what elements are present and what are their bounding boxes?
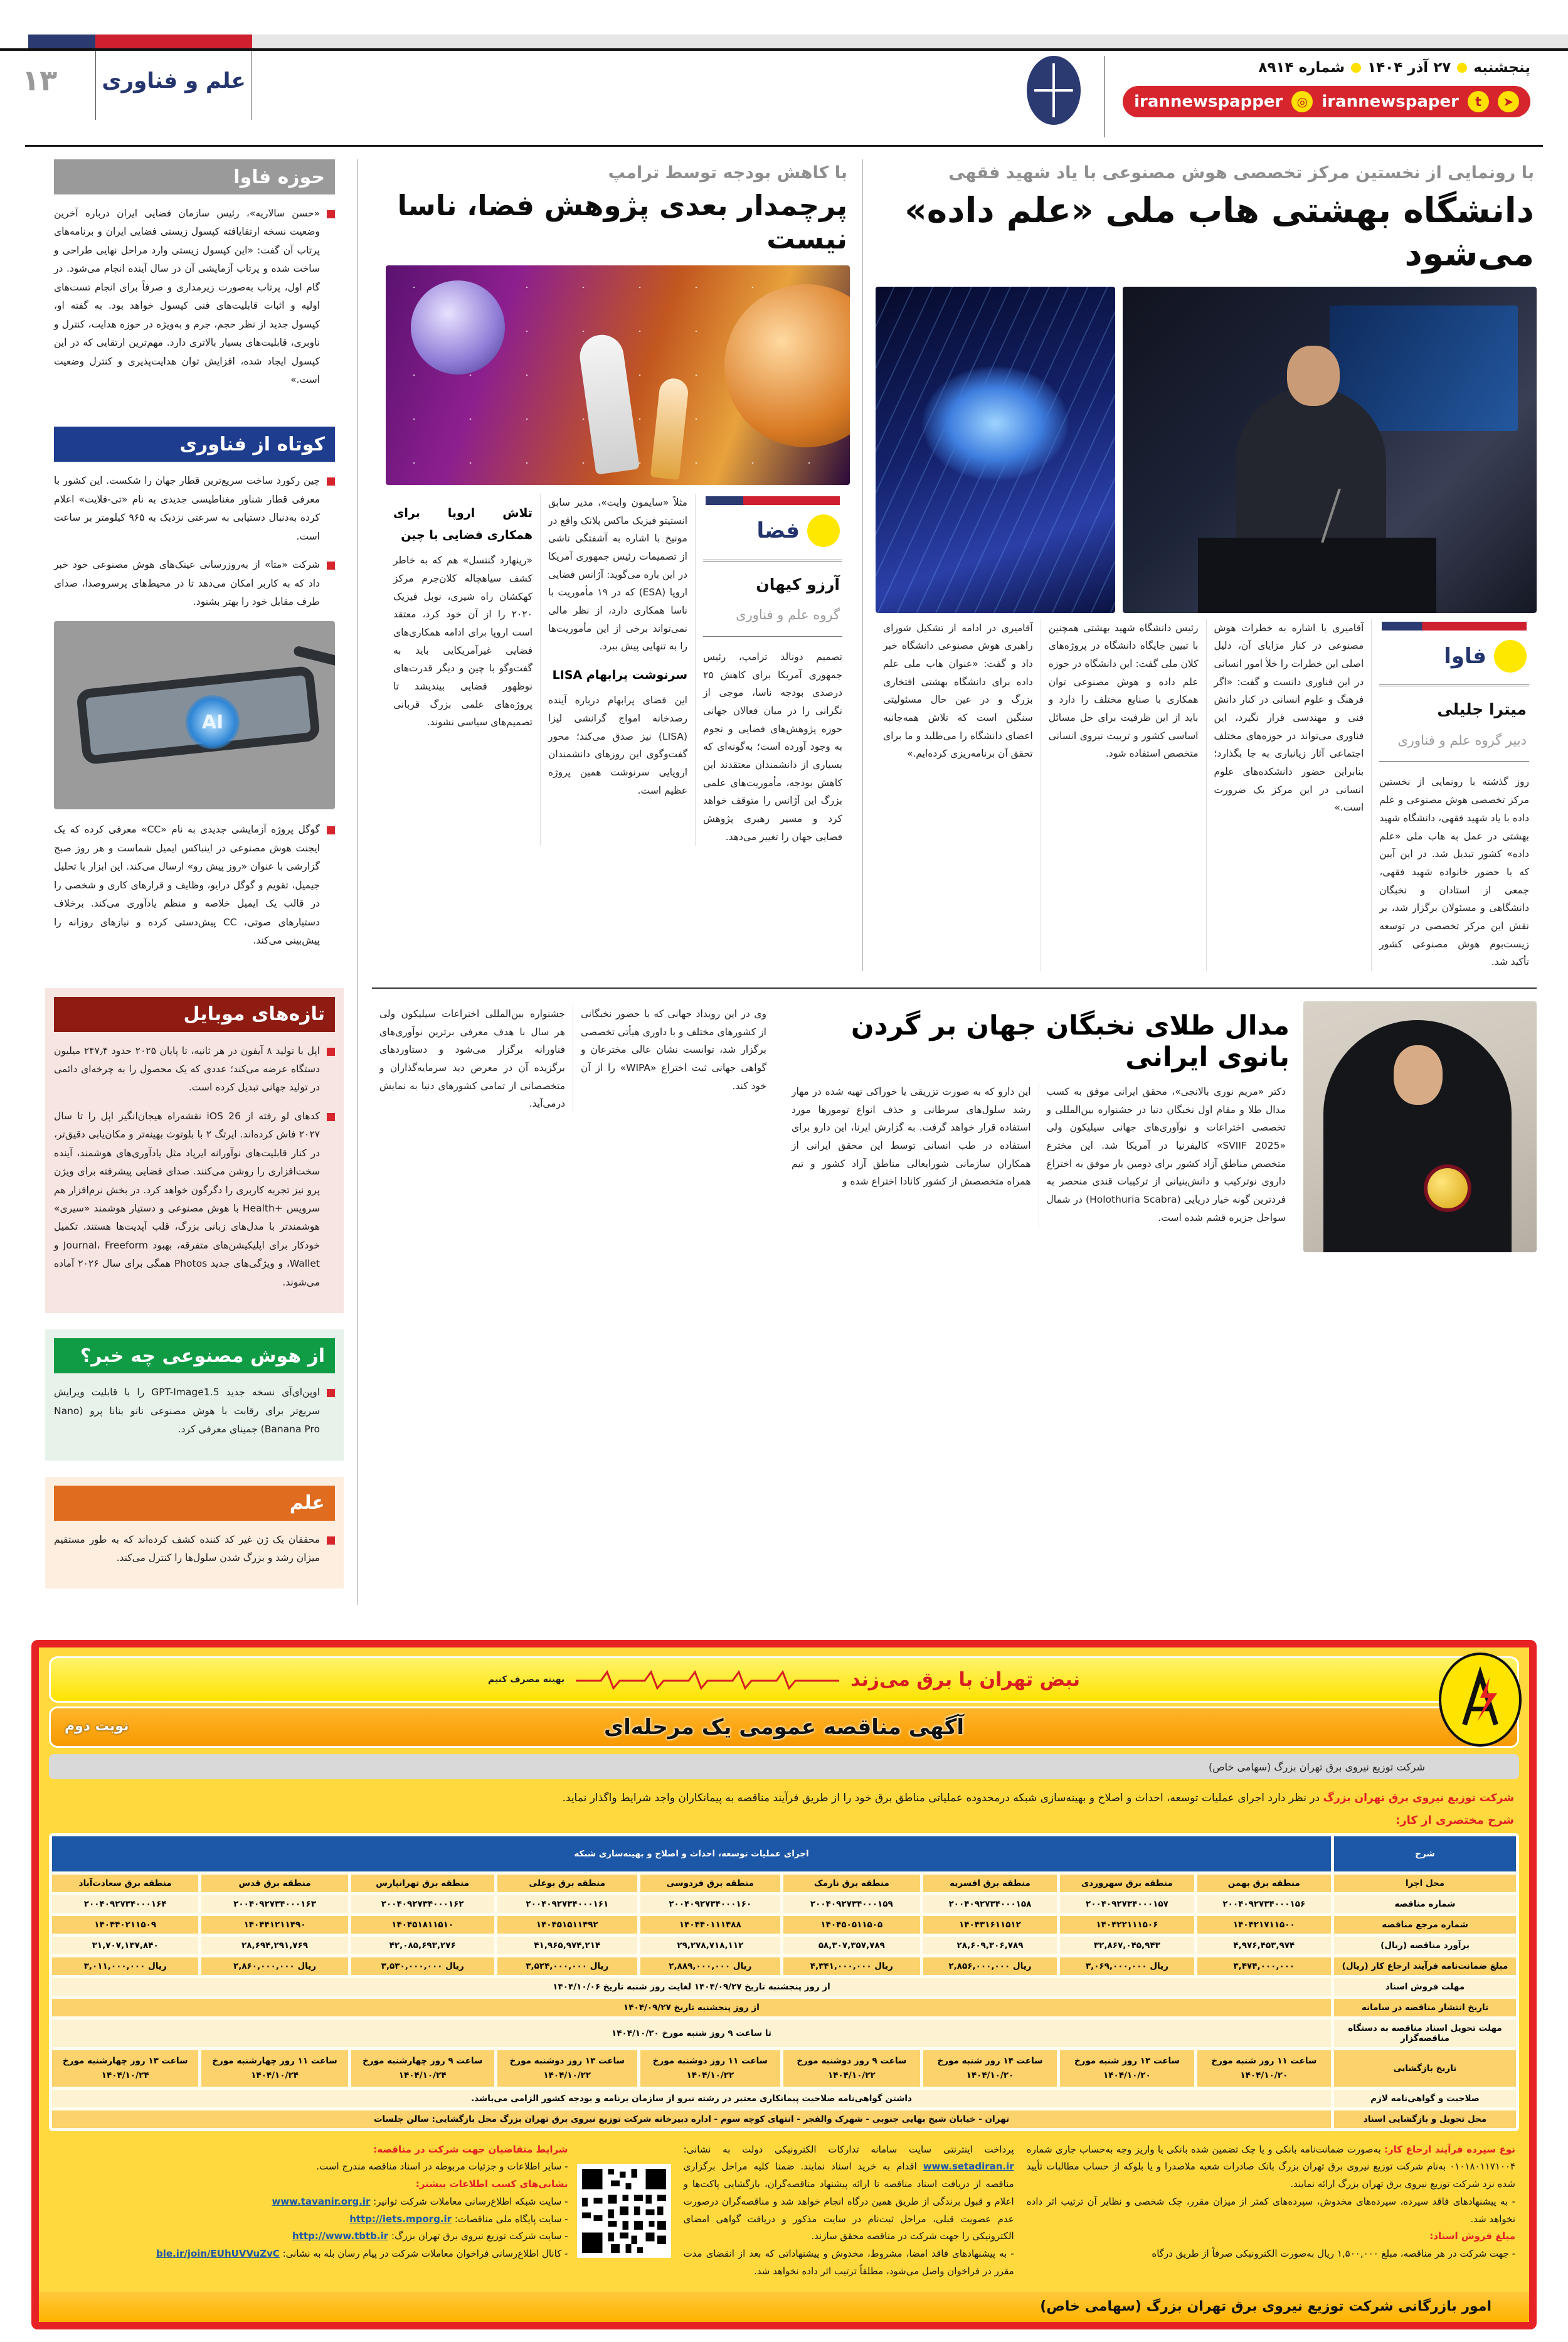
sidebar-item: اوپن‌ای‌آی نسخه جدید GPT-Image1.5 را با قابلیت ویرایش سریع‌تر برای رقابت با هوش مصنوعی نانو بنانا پرو (Nano Banana Pro) جمینای معرفی کرد. xyxy=(54,1383,335,1439)
sidebar-item: اپل با تولید ۸ آیفون در هر ثانیه، تا پایان ۲۰۲۵ حدود ۲۴۷٫۴ میلیون دستگاه عرضه می‌کند؛ عددی که یک محصول را به چرخه‌ای دائمی در تولید جهانی تبدیل کرده است. xyxy=(54,1042,335,1097)
info-link-row xyxy=(156,2193,568,2211)
lead-body-text: رئیس دانشگاه شهید بهشتی همچنین با تبیین جایگاه دانشگاه در پروژه‌های کلان ملی گفت: این دانشگاه در حوزه علم داده و هوش مصنوعی توان همکاری با صنایع مختلف را دارد و باید از این ظرفیت برای حل مسائل اساسی کشور و تربیت نیروی انسانی متخصص استفاده شود. xyxy=(1048,622,1199,760)
section-title: علم و فناوری xyxy=(102,68,246,93)
lead-column-4 xyxy=(876,619,1041,971)
space-subhead-china: تلاش اروپا برای همکاری فضایی با چین xyxy=(393,506,532,543)
ad-bottom-col-deposit xyxy=(1027,2141,1515,2281)
ad-title: آگهی مناقصه عمومی یک مرحله‌ای xyxy=(603,1715,965,1740)
byline-block xyxy=(1379,684,1529,762)
date-value: ۲۷ آذر ۱۴۰۴ xyxy=(1367,60,1451,76)
guarantee-cell: ۲,۸۸۹,۰۰۰,۰۰۰ ریال xyxy=(640,1957,780,1975)
medal-headline: مدال طلای نخبگان جهان بر گردن بانوی ایرانی xyxy=(850,1009,1290,1073)
link-label: - کانال اطلاع‌رسانی فراخوان معاملات شرکت در پیام رسان بله به نشانی: xyxy=(282,2248,568,2260)
row-label: تاریخ بازگشایی xyxy=(1334,2050,1516,2087)
sidebar-box-mobile xyxy=(45,988,344,1314)
ref-number-cell: ۱۴۰۴۳۱۶۱۱۵۱۲ xyxy=(923,1916,1057,1934)
tender-number-cell: ۲۰۰۴۰۹۲۷۳۴۰۰۰۱۶۱ xyxy=(497,1895,637,1913)
table-row-tender-numbers xyxy=(52,1895,1516,1913)
lead-headline: دانشگاه بهشتی هاب ملی «علم داده» می‌شود xyxy=(904,190,1534,274)
ref-number-cell: ۱۴۰۴۵۱۸۱۱۵۱۰ xyxy=(351,1916,494,1934)
ref-number-cell: ۱۴۰۴۲۱۷۱۱۵۰۰ xyxy=(1197,1916,1331,1934)
qualification-cell: داشتن گواهی‌نامه صلاحیت پیمانکاری معتبر در رشته نیرو از سازمان برنامه و بودجه کشور الزامی می‌باشد. xyxy=(52,2090,1331,2107)
estimate-cell: ۵۸,۳۰۷,۳۵۷,۷۸۹ xyxy=(783,1937,920,1954)
sidebar-box-science-title: علم xyxy=(54,1486,335,1521)
bale-channel-link[interactable]: ble.ir/join/EUhUVVuZvC xyxy=(156,2248,280,2260)
ad-footer: امور بازرگانی شرکت توزیع نیروی برق تهران بزرگ (سهامی خاص) xyxy=(39,2292,1529,2322)
tender-number-cell: ۲۰۰۴۰۹۲۷۳۴۰۰۰۱۶۳ xyxy=(201,1895,347,1913)
portal-text-1: پرداخت اینترنتی سایت سامانه تدارکات الکترونیکی دولت به نشانی: xyxy=(683,2143,1014,2155)
guarantee-cell: ۴,۳۴۱,۰۰۰,۰۰۰ ریال xyxy=(783,1957,920,1975)
medal-body-text: این دارو که به صورت تزریقی یا خوراکی تهیه شده در مهار رشد سلول‌های سرطانی و حذف انواع تومورها مورد استفاده قرار خواهد گرفت. به گزارش ایرنا، این دارو برای استفاده در طب انسانی توسط این محقق ایرانی از همکاران سازمانی شورایعالی مناطق آزاد کشور و تیم همراه متخصصش از کشور کانادا اختراع شده و xyxy=(792,1085,1031,1188)
table-row-guarantees xyxy=(52,1957,1516,1975)
ref-number-cell: ۱۴۰۴۵۰۵۱۱۵۰۵ xyxy=(783,1916,920,1934)
space-column-2 xyxy=(540,494,695,846)
portal-text-2: اقدام به خرید اسناد نمایند. ضمنا کلیه مراحل برگزاری مناقصه از دریافت اسناد مناقصه تا ارائه پیشنهاد مناقصه‌گران، بازگشایی پاکت‌ها و اعلام و قبول برندگی از طریق همین درگاه انجام خواهد شد و مناقصه‌گران درصورت عدم عضویت قبلی، مراحل ثبت‌نام در سایت مذکور و دریافت گواهی امضای الکترونیکی را جهت شرکت در مناقصه محقق سازند. xyxy=(683,2161,1014,2242)
delivery-place-cell: تهران - خیابان شیخ بهایی جنوبی - شهرک والفجر - انتهای کوچه سوم - اداره دبیرخانه شرکت توزیع نیروی برق تهران بزرگ محل بازگشایی: سالن جلسات xyxy=(52,2110,1331,2128)
region-cell: منطقه برق بوعلی xyxy=(497,1875,637,1892)
tender-number-cell: ۲۰۰۴۰۹۲۷۳۴۰۰۰۱۵۶ xyxy=(1197,1895,1331,1913)
space-body-text: «رینهارد گنتسل» هم که به خاطر کشف سیاهچاله کلان‌جرم مرکز کهکشان راه شیری، نوبل فیزیک ۲۰۲۰ را از آن خود کرد، معتقد است اروپا برای ادامه همکاری‌های فضایی غیرآمریکایی باید به گفت‌وگو با چین و دیگر قدرت‌های نوظهور فضایی بیندیشد تا پروژه‌های علمی بزرگ قربانی تصمیم‌های سیاسی نشوند. xyxy=(393,555,532,728)
info-link-row xyxy=(156,2228,568,2245)
ad-bottom-col-info xyxy=(53,2141,671,2281)
ad-bottom-col-portal xyxy=(684,2141,1014,2281)
estimate-cell: ۲۸,۶۰۹,۳۰۶,۷۸۹ xyxy=(923,1937,1057,1954)
lead-body-text: روز گذشته با رونمایی از نخستین مرکز تخصصی هوش مصنوعی و علم داده با یاد شهید فقهی، دانشگاه شهید بهشتی در عمل به هاب ملی «علم داده» کشور تبدیل شد. در این آیین که با حضور خانواده شهید فقهی، جمعی از استادان و نخبگان دانشگاهی و مسئولان برگزار شد، بر نقش این مرکز تخصصی در توسعه زیست‌بوم هوش مصنوعی کشور تأکید شد. xyxy=(1379,776,1529,968)
row-label: محل تحویل و بازگشایی اسناد xyxy=(1334,2110,1516,2128)
instagram-icon[interactable]: ◎ xyxy=(1291,91,1313,112)
region-cell: منطقه برق افسریه xyxy=(923,1875,1057,1892)
medal-body-text: دکتر «مریم نوری بالانجی»، محقق ایرانی موفق به کسب مدال طلا و مقام اول نخبگان دنیا در جشنواره بین‌المللی و تخصصی اختراعات و نوآوری‌های جهانی سیلیکون ولی «SVIIF 2025» کالیفرنیا در آمریکا شد. این مخترع متخصص مناطق آزاد کشور برای دومین بار موفق به اختراع داروی نوترکیب و دانش‌بنیانی از ترکیبات قندی منحصر به فردترین گونه خیار دریایی (Holothuria Scabra) در شمال سواحل جزیره قشم شده است. xyxy=(1046,1085,1286,1223)
row-label: برآورد مناقصه (ریال) xyxy=(1334,1937,1516,1954)
lead-column-2 xyxy=(1206,619,1372,971)
space-subhead-lisa: سرنوشت پرابهام LISA xyxy=(552,668,687,683)
sidebar-item-list xyxy=(54,1042,335,1292)
estimate-cell: ۲۹,۲۷۸,۷۱۸,۱۱۲ xyxy=(640,1937,780,1954)
guarantee-cell: ۳,۰۶۹,۰۰۰,۰۰۰ ریال xyxy=(1060,1957,1194,1975)
table-row-regions xyxy=(52,1875,1516,1892)
guarantee-cell: ۲,۸۵۶,۰۰۰,۰۰۰ ریال xyxy=(923,1957,1057,1975)
tender-number-cell: ۲۰۰۴۰۹۲۷۳۴۰۰۰۱۶۴ xyxy=(52,1895,198,1913)
space-collage-photo xyxy=(386,265,850,485)
section-cell xyxy=(95,51,252,120)
guarantee-cell: ۲,۸۶۰,۰۰۰,۰۰۰ ریال xyxy=(201,1957,347,1975)
link-label: - سایت شرکت توزیع نیروی برق تهران بزرگ: xyxy=(391,2230,568,2242)
opening-date-cell: ساعت ۱۳ روز دوشنبه مورخ ۱۴۰۴/۱۰/۲۲ xyxy=(497,2050,637,2087)
ref-number-cell: ۱۴۰۴۵۱۵۱۱۴۹۲ xyxy=(497,1916,637,1934)
info-label: نشانی‌های کسب اطلاعات بیشتر: xyxy=(415,2178,568,2190)
medal-column-2 xyxy=(784,1083,1039,1227)
deposit-note: - به پیشنهادهای فاقد سپرده، سپرده‌های مخدوش، سپرده‌های کمتر از میزان مقرر، چک شخصی و نظایر آن ترتیب اثر داده نخواهد شد. xyxy=(1026,2195,1515,2225)
row-label: شماره مناقصه xyxy=(1334,1895,1516,1913)
sidebar-item: گوگل پروژه آزمایشی جدیدی به نام «CC» معرفی کرده که یک ایجنت هوش مصنوعی در اینباکس ایمیل شماست و هر روز صبح گزارشی با عنوان «روز پیش رو» ارسال می‌کند. این ابزار با تحلیل جیمیل، تقویم و گوگل درایو، وظایف و قرارهای کاری و شخصی را در قالب یک ایمیل خلاصه و منظم یادآوری می‌کند. برخلاف دستیارهای صوتی، CC پیش‌دستی کرده و نیازهای روزانه را پیش‌بینی می‌کند. xyxy=(54,821,335,950)
deposit-text: به‌صورت ضمانت‌نامه بانکی و یا چک تضمین شده بانکی یا واریز وجه به‌حساب جاری شماره ۰۱۰۱۸۰۱۱۷۱۰۰۴ به‌نام شرکت توزیع نیروی برق تهران بزرگ بانک صادرات شعبه ملاصدرا و یا بلوکه از حساب مطالبات تأیید شده نزد شرکت توزیع نیروی برق تهران بزرگ ارائه نمایند. xyxy=(1026,2143,1515,2190)
telegram-icon[interactable]: ➤ xyxy=(1498,91,1519,112)
tender-number-cell: ۲۰۰۴۰۹۲۷۳۴۰۰۰۱۵۷ xyxy=(1060,1895,1194,1913)
guarantee-cell: ۳,۵۳۰,۰۰۰,۰۰۰ ریال xyxy=(351,1957,494,1975)
heartbeat-line-icon xyxy=(576,1667,839,1692)
lead-body-text: آقامیری در ادامه از تشکیل شورای راهبری هوش مصنوعی دانشگاه خبر داد و گفت: «عنوان هاب ملی علم داده برای دانشگاه بهشتی افتخاری بزرگ و در عین حال مسئولیتی سنگین است که تلاش همه‌جانبه اعضای دانشگاه را می‌طلبد و ما برای تحقق آن برنامه‌ریزی کرده‌ایم.» xyxy=(883,622,1033,760)
medal-woman-photo xyxy=(1303,1001,1537,1252)
sidebar-item-list xyxy=(54,821,335,950)
sidebar xyxy=(45,159,358,1605)
tender-number-cell: ۲۰۰۴۰۹۲۷۳۴۰۰۰۱۵۹ xyxy=(783,1895,920,1913)
space-article xyxy=(386,159,862,971)
lead-kicker: با رونمایی از نخستین مرکز تخصصی هوش مصنوعی با یاد شهید فقهی xyxy=(948,163,1534,183)
space-column-3 xyxy=(386,494,540,846)
sidebar-box-science xyxy=(45,1477,344,1589)
iran-newspaper-logo xyxy=(1027,56,1081,125)
sidebar-item: چین رکورد ساخت سریع‌ترین قطار جهان را شکست. این کشور با معرفی قطار شناور مغناطیسی جدیدی به نام «تی-فلایت» اعلام کرده به‌دنبال دستیابی به سرعتی نزدیک به ۹۶۵ کیلومتر بر ساعت است. xyxy=(54,472,335,546)
estimate-cell: ۴۲,۰۸۵,۶۹۳,۲۷۶ xyxy=(351,1937,494,1954)
tavanir-link[interactable]: www.tavanir.org.ir xyxy=(272,2195,371,2207)
link-label: - سایت پایگاه ملی مناقصات: xyxy=(454,2213,568,2225)
category-dot-icon xyxy=(1494,640,1527,673)
lead-column-1 xyxy=(1371,619,1537,971)
ad-brief-label: شرح مختصری از کار: xyxy=(1396,1813,1514,1827)
opening-date-cell: ساعت ۱۱ روز چهارشنبه مورخ ۱۴۰۴/۱۰/۲۴ xyxy=(201,2050,347,2087)
estimate-cell: ۴۱,۹۶۵,۹۷۴,۲۱۴ xyxy=(497,1937,637,1954)
price-label: مبلغ فروش اسناد: xyxy=(1429,2230,1515,2242)
medal-body-text: وی در این رویداد جهانی که با حضور نخبگانی از کشورهای مختلف و با داوری هیأتی تخصصی برگزار شد، توانست نشان عالی مخترعان و گواهی جهانی ثبت اختراع «WIPA» را از آن خود کند. xyxy=(581,1008,766,1092)
ref-number-cell: ۱۴۰۴۴۱۲۱۱۴۹۰ xyxy=(201,1916,347,1934)
table-row-ref-numbers xyxy=(52,1916,1516,1934)
info-link-row xyxy=(156,2211,568,2228)
byline-block xyxy=(703,560,842,637)
sidebar-item: شرکت «متا» از به‌روزرسانی عینک‌های هوش مصنوعی خود خبر داد که به کاربر امکان می‌دهد تا در محیط‌های پرسروصدا، صدای طرف مقابل خود را بهتر بشنود. xyxy=(54,556,335,611)
region-cell: منطقه برق فردوسی xyxy=(640,1875,780,1892)
link-label: - سایت شبکه اطلاع‌رسانی معاملات شرکت توانیر: xyxy=(373,2195,568,2207)
ad-intro-lead: شرکت توزیع نیروی برق تهران بزرگ xyxy=(1323,1792,1514,1805)
tender-number-cell: ۲۰۰۴۰۹۲۷۳۴۰۰۰۱۵۸ xyxy=(923,1895,1057,1913)
sale-deadline-cell: از روز پنجشنبه تاریخ ۱۴۰۴/۰۹/۲۷ لغایت روز شنبه تاریخ ۱۴۰۴/۱۰/۰۶ xyxy=(52,1978,1331,1996)
masthead xyxy=(0,0,1568,147)
table-row-openings xyxy=(52,2050,1516,2087)
issue-number: شماره ۸۹۱۴ xyxy=(1258,60,1345,76)
category-tag-space xyxy=(706,511,840,551)
date-separator-dot xyxy=(1457,63,1467,73)
portal-text-3: - به پیشنهادهای فاقد امضا، مشروط، مخدوش و پیشنهاداتی که بعد از انقضای مدت مقرر در فراخوان واصل می‌شود، مطلقاً ترتیب اثر داده نخواهد شد. xyxy=(683,2248,1014,2277)
ad-slogan: نبض تهران با برق می‌زند xyxy=(850,1668,1081,1691)
date-separator-dot xyxy=(1351,63,1361,73)
tender-table xyxy=(49,1833,1519,2131)
lead-column-3 xyxy=(1041,619,1206,971)
ref-number-cell: ۱۴۰۴۴۰۲۱۱۵۰۹ xyxy=(52,1916,198,1934)
table-row-estimates xyxy=(52,1937,1516,1954)
category-color-bar xyxy=(706,496,840,505)
table-header-work: اجرای عملیات توسعه، احداث و اصلاح و بهینه‌سازی شبکه xyxy=(52,1836,1331,1871)
tender-number-cell: ۲۰۰۴۰۹۲۷۳۴۰۰۰۱۶۲ xyxy=(351,1895,494,1913)
ad-company-strip: شرکت توزیع نیروی برق تهران بزرگ (سهامی خاص) xyxy=(49,1754,1519,1779)
lead-article xyxy=(862,159,1537,971)
sidebar-box-ai-news xyxy=(45,1329,344,1460)
electric-company-logo xyxy=(1439,1653,1522,1747)
medal-column-4 xyxy=(372,1005,573,1113)
space-kicker: با کاهش بودجه توسط ترامپ xyxy=(608,163,847,183)
row-label: صلاحیت و گواهی‌نامه لازم xyxy=(1334,2090,1516,2107)
tbtb-link[interactable]: http://www.tbtb.ir xyxy=(292,2230,389,2242)
author-role: گروه علم و فناوری xyxy=(736,607,840,623)
sidebar-box-short-tech-title: کوتاه از فناوری xyxy=(54,427,335,462)
price-text: - جهت شرکت در هر مناقصه، مبلغ ۱,۵۰۰,۰۰۰ ریال به‌صورت الکترونیکی صرفاً از طریق درگاه xyxy=(1152,2248,1515,2260)
region-cell: منطقه برق تهرانپارس xyxy=(351,1875,494,1892)
main-zone xyxy=(358,159,1537,1605)
opening-date-cell: ساعت ۱۱ روز دوشنبه مورخ ۱۴۰۴/۱۰/۲۲ xyxy=(640,2050,780,2087)
category-tag-label: فضا xyxy=(756,518,800,543)
region-cell: منطقه برق بهمن xyxy=(1197,1875,1331,1892)
opening-date-cell: ساعت ۱۳ روز شنبه مورخ ۱۴۰۴/۱۰/۲۰ xyxy=(1060,2050,1194,2087)
space-headline: پرچمدار بعدی پژوهش فضا، ناسا نیست xyxy=(397,189,847,255)
space-column-1 xyxy=(695,494,850,846)
ai-glasses-photo: AI xyxy=(54,621,335,809)
sidebar-box-fava-title: حوزه فاوا xyxy=(54,159,335,194)
date-line xyxy=(1258,60,1530,76)
space-body-text: مثلاً «سایمون وایت»، مدیر سابق انستیتو فیزیک ماکس پلانک واقع در مونیخ با اشاره به آشفتگی ناشی از تصمیمات رئیس جمهوری آمریکا در این باره می‌گوید: آژانس فضایی اروپا (ESA) که در ۱۹ مأموریت با ناسا همکاری دارد، از نظر مالی نمی‌تواند برخی از این مأموریت‌ها را به تنهایی پیش ببرد. xyxy=(548,497,688,652)
social-handle-main[interactable]: irannewspaper xyxy=(1322,92,1459,111)
ad-round-label: نوبت دوم xyxy=(65,1718,129,1735)
medal-column-1 xyxy=(1039,1083,1294,1227)
conditions-item: - سایر اطلاعات و جزئیات مربوطه در اسناد مناقصه مندرج است. xyxy=(316,2161,568,2173)
opening-date-cell: ساعت ۱۴ روز شنبه مورخ ۱۴۰۴/۱۰/۲۰ xyxy=(923,2050,1057,2087)
region-cell: منطقه برق سهروردی xyxy=(1060,1875,1194,1892)
estimate-cell: ۳۱,۷۰۷,۱۳۷,۸۴۰ xyxy=(52,1937,198,1954)
sidebar-item: کدهای لو رفته از iOS 26 نقشه‌راه هیجان‌انگیز اپل را تا سال ۲۰۲۷ فاش کرده‌اند. ایرتگ ۲ با بلوتوث بهینه‌تر و مکان‌یابی دقیق‌تر، در کنار قابلیت‌های نوآورانه ایرپاد مثل یادآوری‌های هوشمند، آینده سخت‌افزاری را روشن می‌کنند. صدای فضایی پیشرفته برای ویژن پرو نیز تجربه کاربری را دگرگون خواهد کرد. در بخش نرم‌افزار هم سرویس +Health با هوش مصنوعی و دستیار هوشمند «سیری» هوشمندتر با مدل‌های زبانی بزرگ، قلب آپدیت‌ها هستند. تکمیل خودکار برای اپلیکیشن‌های متفرقه، بهبود Journal، Freeform و Wallet، و ویژگی‌های جدید Photos همگی برای سال ۲۰۲۶ آماده می‌شوند. xyxy=(54,1107,335,1292)
sidebar-item-list xyxy=(54,1383,335,1439)
author-name: آرزو کیهان xyxy=(756,575,840,593)
sidebar-item-list xyxy=(54,1531,335,1568)
author-name: میترا جلیلی xyxy=(1437,700,1527,719)
row-label: تاریخ انتشار مناقصه در سامانه xyxy=(1334,1999,1516,2016)
speaker-photo xyxy=(1123,287,1537,613)
row-label: مهلت تحویل اسناد مناقصه به دستگاه مناقصه‌گزار xyxy=(1334,2020,1516,2047)
estimate-cell: ۲۸,۶۹۴,۲۹۱,۷۶۹ xyxy=(201,1937,347,1954)
social-handle-instagram[interactable]: irannewspapper xyxy=(1134,92,1283,111)
date-day: پنجشنبه xyxy=(1473,60,1530,76)
region-cell: منطقه برق سعادت‌آباد xyxy=(52,1875,198,1892)
opening-date-cell: ساعت ۱۳ روز چهارشنبه مورخ ۱۴۰۴/۱۰/۲۴ xyxy=(52,2050,198,2087)
table-header-desc: شرح xyxy=(1334,1836,1516,1871)
sidebar-box-fava xyxy=(45,159,344,410)
ref-number-cell: ۱۴۰۴۲۲۱۱۱۵۰۶ xyxy=(1060,1916,1194,1934)
author-role: دبیر گروه علم و فناوری xyxy=(1397,732,1527,748)
space-body-text: تصمیم دونالد ترامپ، رئیس جمهوری آمریکا برای کاهش ۲۵ درصدی بودجه ناسا، موجی از نگرانی را در میان فعالان جهانی حوزه پژوهش‌های فضایی و نجوم به وجود آورده است؛ به‌گونه‌ای که بسیاری از دانشمندان معتقدند این کاهش بودجه، مأموریت‌های علمی بزرگ این آژانس را متوقف خواهد کرد و مسیر رهبری پژوهش فضایی جهان را تغییر می‌دهد. xyxy=(703,651,842,843)
region-cell: منطقه برق نارمک xyxy=(783,1875,920,1892)
category-tag-fava xyxy=(1382,637,1527,676)
opening-date-cell: ساعت ۹ روز دوشنبه مورخ ۱۴۰۴/۱۰/۲۲ xyxy=(783,2050,920,2087)
medal-body-text: جشنواره بین‌المللی اختراعات سیلیکون ولی هر سال با هدف معرفی برترین نوآوری‌های فناورانه برگزار می‌شود و دستاوردهای برگزیده آن در معرض دید سرمایه‌گذاران و متخصصانی از تمامی کشورهای دنیا به نمایش درمی‌آید. xyxy=(379,1008,565,1110)
delivery-deadline-cell: تا ساعت ۹ روز شنبه مورخ ۱۴۰۴/۱۰/۲۰ xyxy=(52,2020,1331,2047)
medal-column-3 xyxy=(573,1005,774,1113)
medal-article xyxy=(372,1001,1537,1252)
social-bar xyxy=(1123,86,1530,117)
masthead-rule xyxy=(25,145,1543,147)
iets-link[interactable]: http://iets.mporg.ir xyxy=(349,2213,452,2225)
category-dot-icon xyxy=(807,514,840,547)
lead-body-text: آقامیری با اشاره به خطرات هوش مصنوعی در کنار مزایای آن، دلیل اصلی این خطرات را خلأ امور انسانی در این فناوری دانست و گفت: «اگر فرهنگ و علوم انسانی در کنار دانش فنی و مهندسی قرار نگیرد، این فناوری می‌تواند در حوزه‌های مختلف اجتماعی آثار زیانباری به جا بگذارد؛ بنابراین حضور دانشکده‌های علوم انسانی در این مرکز یک ضرورت است.» xyxy=(1214,622,1364,814)
opening-date-cell: ساعت ۹ روز چهارشنبه مورخ ۱۴۰۴/۱۰/۲۴ xyxy=(351,2050,494,2087)
info-link-row xyxy=(156,2245,568,2263)
opening-date-cell: ساعت ۱۱ روز شنبه مورخ ۱۴۰۴/۱۰/۲۰ xyxy=(1197,2050,1331,2087)
ad-intro-paragraph xyxy=(49,1787,1519,1809)
ref-number-cell: ۱۴۰۴۴۰۱۱۱۴۸۸ xyxy=(640,1916,780,1934)
sidebar-box-mobile-title: تازه‌های موبایل xyxy=(54,997,335,1032)
ai-brain-photo xyxy=(876,287,1115,613)
sidebar-item: «حسن سالاریه»، رئیس سازمان فضایی ایران درباره آخرین وضعیت نسخه ارتقایافته کپسول زیستی فضایی ایران و برنامه‌های پرتاب آن گفت: «این کپسول زیستی وارد مراحل نهایی طراحی و ساخت شده و پرتاب آزمایشی آن در سال آینده انجام می‌شود. در گام اول، پرتاب به‌صورت زیرمداری و صرفاً برای انجام تست‌های اولیه و اثبات قابلیت‌های فنی کپسول خواهد بود. به گفته او، کپسول جدید از نظر حجم، جرم و به‌ویژه در حوزه هدایت، کنترل و ناوبری، قابلیت‌های بسیار بالاتری دارد. مهم‌ترین ارتقایی که در این کپسول ایجاد شده، افزایش توان هدایت‌پذیری و کنترل وضعیت است.» xyxy=(54,205,335,389)
ad-banner xyxy=(49,1656,1519,1748)
masthead-divider xyxy=(1104,56,1105,137)
sidebar-item-list xyxy=(54,472,335,611)
category-tag-label: فاوا xyxy=(1444,643,1486,669)
sidebar-box-ai-news-title: از هوش مصنوعی چه خبر؟ xyxy=(54,1338,335,1373)
page-number: ۱۳ xyxy=(22,63,58,97)
row-label: محل اجرا xyxy=(1334,1875,1516,1892)
ad-intro-rest: در نظر دارد اجرای عملیات توسعه، احداث و اصلاح و بهینه‌سازی شبکه درمحدوده عملیاتی مناطق برق خود را از طریق فرآیند مناقصه به پیمانکاران واجد شرایط واگذار نماید. xyxy=(562,1792,1323,1805)
sidebar-box-short-tech xyxy=(45,427,344,971)
category-color-bar xyxy=(1382,622,1527,631)
masthead-color-bar xyxy=(0,35,1568,51)
estimate-cell: ۳۲,۸۶۷,۰۴۵,۹۴۳ xyxy=(1060,1937,1194,1954)
qr-code xyxy=(577,2164,671,2258)
estimate-cell: ۴,۹۷۶,۴۵۳,۹۷۴ xyxy=(1197,1937,1331,1954)
setadiran-link[interactable]: www.setadiran.ir xyxy=(923,2161,1014,2173)
sidebar-item: محققان یک ژن غیر کد کننده کشف کرده‌اند که به طور مستقیم میزان رشد و بزرگ شدن سلول‌ها را کنترل می‌کند. xyxy=(54,1531,335,1568)
guarantee-cell: ۳,۰۱۱,۰۰۰,۰۰۰ ریال xyxy=(52,1957,198,1975)
tender-number-cell: ۲۰۰۴۰۹۲۷۳۴۰۰۰۱۶۰ xyxy=(640,1895,780,1913)
row-label: شماره مرجع مناقصه xyxy=(1334,1916,1516,1934)
guarantee-cell: ۳,۴۷۴,۰۰۰,۰۰۰ xyxy=(1197,1957,1331,1975)
row-label: مهلت فروش اسناد xyxy=(1334,1978,1516,1996)
twitter-icon[interactable]: t xyxy=(1468,91,1489,112)
deposit-label: نوع سپرده فرآیند ارجاع کار: xyxy=(1384,2143,1516,2155)
section-divider-rule xyxy=(372,987,1537,989)
conditions-label: شرایط متقاضیان جهت شرکت در مناقصه: xyxy=(373,2143,568,2155)
row-label: مبلغ ضمانت‌نامه فرآیند ارجاع کار (ریال) xyxy=(1334,1957,1516,1975)
ad-slogan-small: بهینه مصرف کنیم xyxy=(487,1674,565,1685)
publish-date-cell: از روز پنجشنبه تاریخ ۱۴۰۴/۰۹/۲۷ xyxy=(52,1999,1331,2016)
space-body-text: این فضای پرابهام درباره آینده رصدخانه امواج گرانشی لیزا (LISA) نیز صدق می‌کند؛ محور گفت‌وگوی این روزهای دانشمندان اروپایی سرنوشت همین پروژه عظیم است. xyxy=(548,695,687,796)
tender-ad xyxy=(31,1640,1537,2329)
guarantee-cell: ۳,۵۲۴,۰۰۰,۰۰۰ ریال xyxy=(497,1957,637,1975)
region-cell: منطقه برق قدس xyxy=(201,1875,347,1892)
